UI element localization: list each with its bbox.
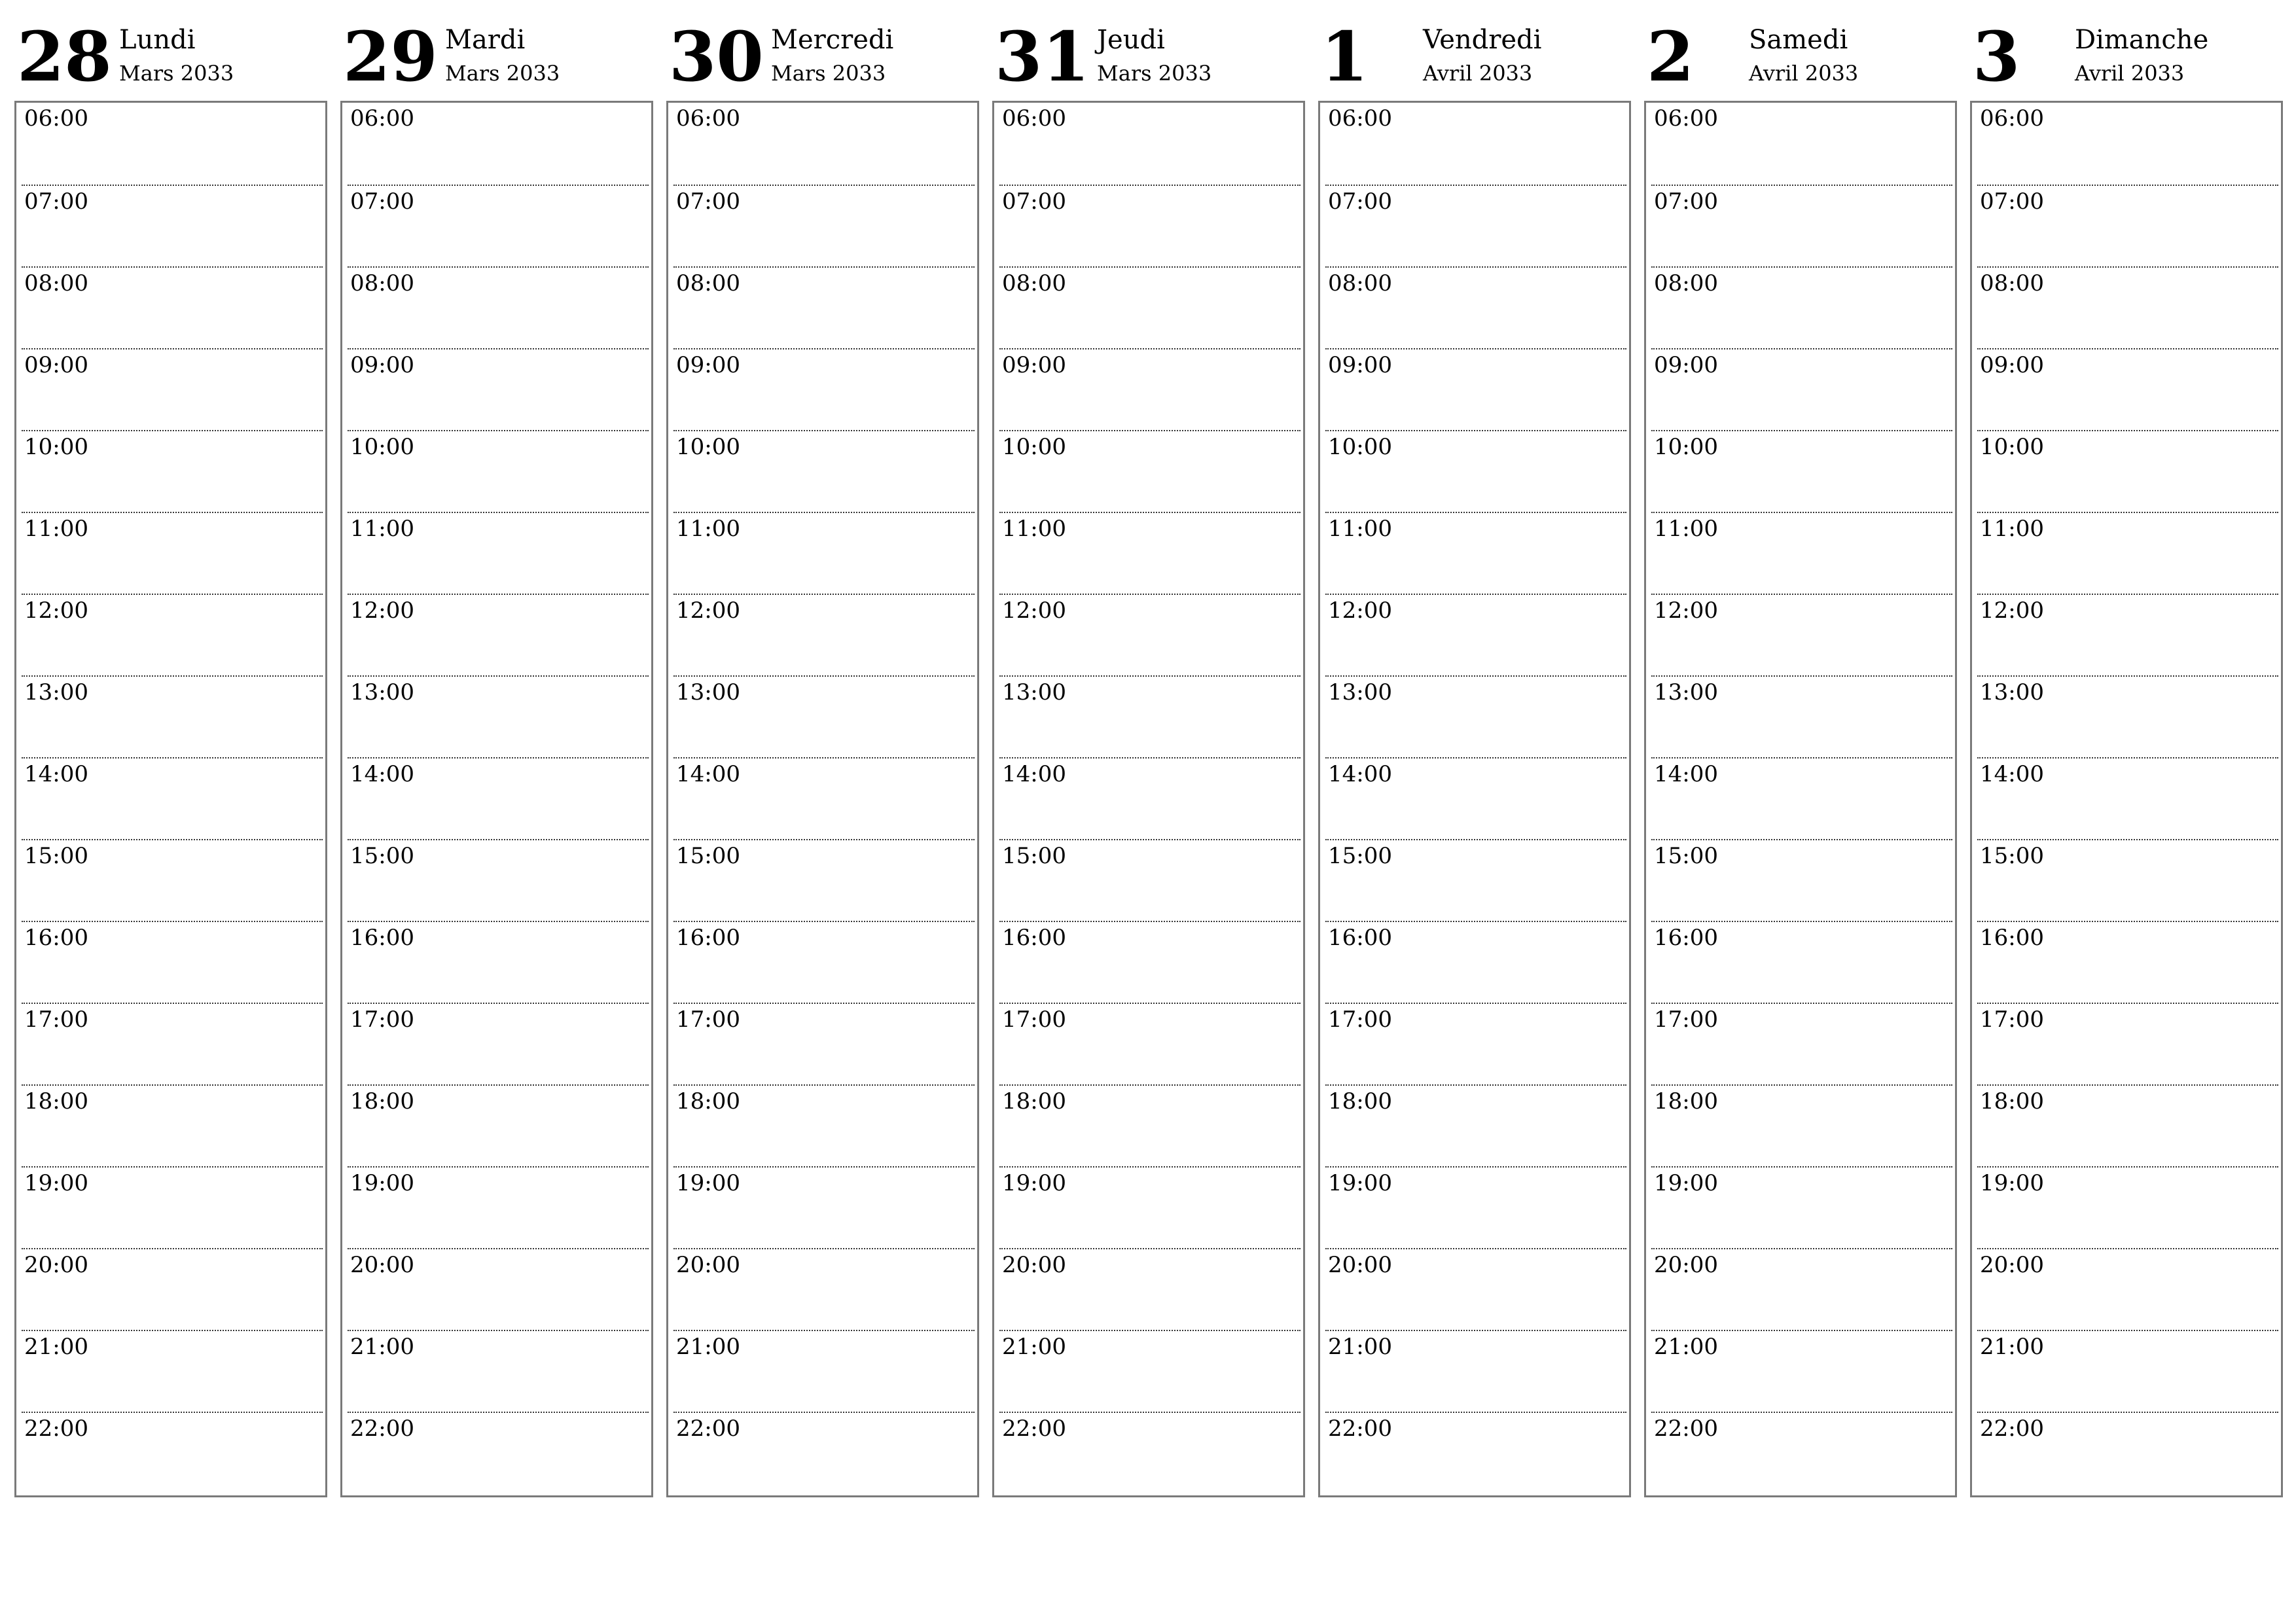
time-slot bbox=[1651, 1248, 1952, 1330]
day-column bbox=[14, 0, 327, 1499]
day-month: Avril 2033 bbox=[2075, 61, 2185, 86]
day-month: Mars 2033 bbox=[119, 61, 234, 86]
time-slot bbox=[1977, 1330, 2278, 1412]
day-month: Avril 2033 bbox=[1423, 61, 1533, 86]
time-slot-label: 18:00 bbox=[676, 1088, 740, 1115]
time-slot-label: 21:00 bbox=[24, 1334, 88, 1360]
time-slot bbox=[1977, 512, 2278, 594]
day-name: Mercredi bbox=[771, 25, 894, 55]
day-column bbox=[1970, 0, 2283, 1499]
time-slot bbox=[1977, 103, 2278, 185]
time-slot bbox=[673, 1003, 975, 1084]
time-slot-label: 14:00 bbox=[350, 761, 414, 787]
time-slot-label: 11:00 bbox=[1654, 516, 1718, 542]
time-slot-label: 07:00 bbox=[350, 188, 414, 215]
time-slot bbox=[348, 266, 649, 348]
time-slot-label: 21:00 bbox=[1002, 1334, 1066, 1360]
time-slot-label: 09:00 bbox=[350, 352, 414, 378]
time-slot-label: 12:00 bbox=[350, 597, 414, 624]
time-slot bbox=[348, 675, 649, 757]
time-slot-label: 19:00 bbox=[1980, 1170, 2044, 1196]
time-slot bbox=[348, 430, 649, 512]
time-slot-label: 19:00 bbox=[1002, 1170, 1066, 1196]
time-slot-label: 08:00 bbox=[1980, 270, 2044, 296]
time-slot bbox=[1651, 675, 1952, 757]
time-slot bbox=[1325, 430, 1626, 512]
day-name: Mardi bbox=[445, 25, 526, 55]
time-slot-label: 14:00 bbox=[1654, 761, 1718, 787]
time-slot-label: 20:00 bbox=[1980, 1252, 2044, 1278]
time-slot-label: 16:00 bbox=[1328, 925, 1392, 951]
time-slot bbox=[1325, 921, 1626, 1003]
time-slot bbox=[1977, 594, 2278, 675]
time-slot bbox=[348, 1003, 649, 1084]
time-slot bbox=[673, 1412, 975, 1493]
time-slot-label: 19:00 bbox=[350, 1170, 414, 1196]
time-slot-label: 07:00 bbox=[1654, 188, 1718, 215]
time-slot-label: 17:00 bbox=[24, 1007, 88, 1033]
time-slot bbox=[22, 757, 323, 839]
time-slot-label: 21:00 bbox=[1328, 1334, 1392, 1360]
time-slot-label: 11:00 bbox=[1328, 516, 1392, 542]
time-slot-label: 18:00 bbox=[24, 1088, 88, 1115]
time-slot-label: 15:00 bbox=[676, 843, 740, 869]
time-slot bbox=[673, 185, 975, 266]
time-slot bbox=[999, 348, 1300, 430]
time-slot bbox=[1651, 757, 1952, 839]
time-slot-label: 15:00 bbox=[1654, 843, 1718, 869]
time-slot bbox=[1325, 839, 1626, 921]
time-slot bbox=[348, 1412, 649, 1493]
day-number: 3 bbox=[1973, 16, 2020, 97]
time-slot-label: 12:00 bbox=[1328, 597, 1392, 624]
time-slot bbox=[1977, 430, 2278, 512]
time-slot bbox=[22, 675, 323, 757]
day-header bbox=[1318, 0, 1631, 98]
day-column bbox=[666, 0, 979, 1499]
time-slot bbox=[673, 103, 975, 185]
time-slot-label: 09:00 bbox=[676, 352, 740, 378]
time-slot bbox=[1651, 1412, 1952, 1493]
time-slot bbox=[348, 757, 649, 839]
time-slot bbox=[1325, 103, 1626, 185]
time-slot-label: 13:00 bbox=[1980, 679, 2044, 705]
time-slot-label: 10:00 bbox=[350, 434, 414, 460]
time-slot bbox=[22, 1330, 323, 1412]
time-slot-label: 07:00 bbox=[1328, 188, 1392, 215]
time-slot bbox=[999, 512, 1300, 594]
time-slot bbox=[22, 512, 323, 594]
time-slot-label: 08:00 bbox=[1002, 270, 1066, 296]
time-slot-label: 10:00 bbox=[1328, 434, 1392, 460]
day-schedule-box bbox=[1318, 101, 1631, 1497]
time-slot bbox=[22, 1003, 323, 1084]
time-slot bbox=[1651, 921, 1952, 1003]
time-slot bbox=[999, 185, 1300, 266]
time-slot bbox=[348, 839, 649, 921]
time-slot-label: 19:00 bbox=[1654, 1170, 1718, 1196]
day-header bbox=[1970, 0, 2283, 98]
day-header bbox=[992, 0, 1305, 98]
time-slot bbox=[673, 348, 975, 430]
time-slot-label: 06:00 bbox=[1654, 105, 1718, 132]
time-slot bbox=[1977, 1248, 2278, 1330]
day-month: Mars 2033 bbox=[771, 61, 886, 86]
time-slot bbox=[1977, 1084, 2278, 1166]
time-slot bbox=[1325, 675, 1626, 757]
time-slot bbox=[1977, 757, 2278, 839]
day-number: 1 bbox=[1321, 16, 1369, 97]
time-slot bbox=[673, 512, 975, 594]
time-slot bbox=[1651, 103, 1952, 185]
time-slot bbox=[1977, 921, 2278, 1003]
time-slot bbox=[22, 1084, 323, 1166]
time-slot bbox=[673, 266, 975, 348]
time-slot bbox=[999, 1248, 1300, 1330]
time-slot-label: 08:00 bbox=[24, 270, 88, 296]
time-slot-label: 20:00 bbox=[1002, 1252, 1066, 1278]
day-column bbox=[1318, 0, 1631, 1499]
time-slot bbox=[1325, 1412, 1626, 1493]
time-slot bbox=[348, 1248, 649, 1330]
time-slot-label: 06:00 bbox=[1980, 105, 2044, 132]
time-slot-label: 14:00 bbox=[1328, 761, 1392, 787]
time-slot bbox=[1325, 185, 1626, 266]
day-number: 30 bbox=[669, 16, 764, 97]
time-slot-label: 16:00 bbox=[1002, 925, 1066, 951]
time-slot-label: 09:00 bbox=[1980, 352, 2044, 378]
time-slot bbox=[1977, 185, 2278, 266]
time-slot-label: 20:00 bbox=[350, 1252, 414, 1278]
time-slot-label: 09:00 bbox=[1002, 352, 1066, 378]
day-schedule-box bbox=[666, 101, 979, 1497]
time-slot bbox=[673, 1166, 975, 1248]
time-slot bbox=[999, 1084, 1300, 1166]
time-slot-label: 19:00 bbox=[1328, 1170, 1392, 1196]
time-slot bbox=[1651, 348, 1952, 430]
time-slot-label: 14:00 bbox=[676, 761, 740, 787]
time-slot-label: 21:00 bbox=[1654, 1334, 1718, 1360]
time-slot-label: 22:00 bbox=[1980, 1416, 2044, 1442]
time-slot-label: 10:00 bbox=[24, 434, 88, 460]
day-column bbox=[1644, 0, 1957, 1499]
time-slot-label: 22:00 bbox=[24, 1416, 88, 1442]
time-slot bbox=[1651, 594, 1952, 675]
day-name: Jeudi bbox=[1097, 25, 1165, 55]
time-slot-label: 15:00 bbox=[350, 843, 414, 869]
day-header bbox=[340, 0, 653, 98]
time-slot-label: 11:00 bbox=[350, 516, 414, 542]
time-slot bbox=[1977, 675, 2278, 757]
time-slot-label: 16:00 bbox=[350, 925, 414, 951]
day-name: Dimanche bbox=[2075, 25, 2209, 55]
time-slot-label: 20:00 bbox=[676, 1252, 740, 1278]
time-slot bbox=[348, 594, 649, 675]
time-slot-label: 11:00 bbox=[24, 516, 88, 542]
time-slot-label: 13:00 bbox=[676, 679, 740, 705]
time-slot-label: 20:00 bbox=[1328, 1252, 1392, 1278]
time-slot-label: 21:00 bbox=[1980, 1334, 2044, 1360]
time-slot bbox=[1977, 1166, 2278, 1248]
time-slot-label: 13:00 bbox=[1654, 679, 1718, 705]
time-slot bbox=[348, 921, 649, 1003]
time-slot-label: 07:00 bbox=[1002, 188, 1066, 215]
time-slot-label: 12:00 bbox=[1980, 597, 2044, 624]
time-slot-label: 16:00 bbox=[676, 925, 740, 951]
time-slot-label: 13:00 bbox=[1328, 679, 1392, 705]
time-slot-label: 17:00 bbox=[350, 1007, 414, 1033]
time-slot bbox=[999, 1166, 1300, 1248]
time-slot-label: 09:00 bbox=[24, 352, 88, 378]
day-header bbox=[666, 0, 979, 98]
time-slot-label: 11:00 bbox=[1980, 516, 2044, 542]
time-slot-label: 13:00 bbox=[350, 679, 414, 705]
day-name: Samedi bbox=[1749, 25, 1848, 55]
time-slot-label: 14:00 bbox=[1980, 761, 2044, 787]
time-slot bbox=[999, 1412, 1300, 1493]
time-slot bbox=[22, 594, 323, 675]
time-slot bbox=[348, 512, 649, 594]
time-slot bbox=[1651, 1166, 1952, 1248]
time-slot-label: 22:00 bbox=[1328, 1416, 1392, 1442]
time-slot bbox=[673, 1084, 975, 1166]
time-slot-label: 18:00 bbox=[1328, 1088, 1392, 1115]
time-slot bbox=[22, 921, 323, 1003]
time-slot bbox=[348, 103, 649, 185]
time-slot bbox=[1325, 1003, 1626, 1084]
time-slot-label: 08:00 bbox=[1328, 270, 1392, 296]
time-slot bbox=[1977, 1412, 2278, 1493]
time-slot-label: 12:00 bbox=[1654, 597, 1718, 624]
time-slot bbox=[22, 1412, 323, 1493]
time-slot bbox=[1651, 1003, 1952, 1084]
time-slot bbox=[673, 1248, 975, 1330]
time-slot bbox=[348, 1166, 649, 1248]
time-slot-label: 21:00 bbox=[350, 1334, 414, 1360]
time-slot-label: 12:00 bbox=[676, 597, 740, 624]
time-slot-label: 15:00 bbox=[1002, 843, 1066, 869]
time-slot-label: 20:00 bbox=[1654, 1252, 1718, 1278]
time-slot bbox=[22, 430, 323, 512]
time-slot-label: 14:00 bbox=[1002, 761, 1066, 787]
time-slot bbox=[673, 921, 975, 1003]
day-month: Avril 2033 bbox=[1749, 61, 1859, 86]
day-column bbox=[992, 0, 1305, 1499]
time-slot bbox=[1651, 185, 1952, 266]
time-slot-label: 12:00 bbox=[1002, 597, 1066, 624]
weekly-planner bbox=[14, 0, 2291, 1505]
time-slot-label: 11:00 bbox=[676, 516, 740, 542]
time-slot bbox=[999, 103, 1300, 185]
day-month: Mars 2033 bbox=[1097, 61, 1212, 86]
day-name: Lundi bbox=[119, 25, 196, 55]
time-slot-label: 22:00 bbox=[676, 1416, 740, 1442]
time-slot bbox=[1325, 266, 1626, 348]
time-slot-label: 08:00 bbox=[1654, 270, 1718, 296]
time-slot bbox=[1325, 348, 1626, 430]
time-slot bbox=[1977, 839, 2278, 921]
time-slot-label: 19:00 bbox=[676, 1170, 740, 1196]
time-slot bbox=[1651, 512, 1952, 594]
time-slot-label: 08:00 bbox=[350, 270, 414, 296]
time-slot-label: 07:00 bbox=[676, 188, 740, 215]
day-schedule-box bbox=[1644, 101, 1957, 1497]
time-slot-label: 16:00 bbox=[1654, 925, 1718, 951]
time-slot bbox=[1651, 1084, 1952, 1166]
time-slot bbox=[1325, 757, 1626, 839]
time-slot bbox=[673, 594, 975, 675]
time-slot bbox=[348, 185, 649, 266]
time-slot-label: 22:00 bbox=[1654, 1416, 1718, 1442]
time-slot bbox=[673, 1330, 975, 1412]
time-slot-label: 21:00 bbox=[676, 1334, 740, 1360]
time-slot-label: 15:00 bbox=[24, 843, 88, 869]
time-slot-label: 20:00 bbox=[24, 1252, 88, 1278]
time-slot bbox=[673, 675, 975, 757]
day-column bbox=[340, 0, 653, 1499]
time-slot bbox=[22, 1166, 323, 1248]
day-number: 28 bbox=[17, 16, 112, 97]
time-slot bbox=[22, 185, 323, 266]
day-header bbox=[14, 0, 327, 98]
time-slot bbox=[673, 757, 975, 839]
time-slot bbox=[1651, 1330, 1952, 1412]
time-slot bbox=[1977, 266, 2278, 348]
time-slot-label: 16:00 bbox=[1980, 925, 2044, 951]
time-slot bbox=[999, 757, 1300, 839]
day-schedule-box bbox=[340, 101, 653, 1497]
time-slot-label: 18:00 bbox=[1002, 1088, 1066, 1115]
time-slot-label: 18:00 bbox=[350, 1088, 414, 1115]
time-slot-label: 15:00 bbox=[1980, 843, 2044, 869]
time-slot bbox=[1325, 1330, 1626, 1412]
time-slot bbox=[1325, 1084, 1626, 1166]
time-slot-label: 19:00 bbox=[24, 1170, 88, 1196]
time-slot-label: 16:00 bbox=[24, 925, 88, 951]
time-slot-label: 18:00 bbox=[1654, 1088, 1718, 1115]
time-slot-label: 06:00 bbox=[1002, 105, 1066, 132]
time-slot bbox=[1977, 1003, 2278, 1084]
time-slot-label: 10:00 bbox=[1980, 434, 2044, 460]
time-slot bbox=[22, 839, 323, 921]
time-slot bbox=[348, 348, 649, 430]
day-schedule-box bbox=[1970, 101, 2283, 1497]
time-slot bbox=[999, 430, 1300, 512]
time-slot-label: 08:00 bbox=[676, 270, 740, 296]
time-slot bbox=[673, 430, 975, 512]
day-name: Vendredi bbox=[1423, 25, 1542, 55]
day-schedule-box bbox=[14, 101, 327, 1497]
time-slot bbox=[22, 103, 323, 185]
time-slot-label: 18:00 bbox=[1980, 1088, 2044, 1115]
time-slot-label: 07:00 bbox=[24, 188, 88, 215]
time-slot bbox=[348, 1084, 649, 1166]
time-slot-label: 10:00 bbox=[676, 434, 740, 460]
time-slot-label: 17:00 bbox=[676, 1007, 740, 1033]
time-slot-label: 10:00 bbox=[1002, 434, 1066, 460]
time-slot-label: 06:00 bbox=[24, 105, 88, 132]
time-slot-label: 07:00 bbox=[1980, 188, 2044, 215]
time-slot-label: 17:00 bbox=[1328, 1007, 1392, 1033]
time-slot-label: 06:00 bbox=[350, 105, 414, 132]
time-slot bbox=[999, 594, 1300, 675]
time-slot bbox=[1325, 594, 1626, 675]
time-slot-label: 13:00 bbox=[24, 679, 88, 705]
time-slot-label: 13:00 bbox=[1002, 679, 1066, 705]
time-slot bbox=[22, 348, 323, 430]
time-slot-label: 14:00 bbox=[24, 761, 88, 787]
time-slot-label: 17:00 bbox=[1654, 1007, 1718, 1033]
time-slot-label: 17:00 bbox=[1980, 1007, 2044, 1033]
time-slot-label: 22:00 bbox=[350, 1416, 414, 1442]
time-slot-label: 15:00 bbox=[1328, 843, 1392, 869]
time-slot-label: 12:00 bbox=[24, 597, 88, 624]
time-slot bbox=[22, 1248, 323, 1330]
time-slot-label: 06:00 bbox=[1328, 105, 1392, 132]
day-number: 31 bbox=[995, 16, 1090, 97]
time-slot bbox=[22, 266, 323, 348]
day-month: Mars 2033 bbox=[445, 61, 560, 86]
day-header bbox=[1644, 0, 1957, 98]
time-slot-label: 17:00 bbox=[1002, 1007, 1066, 1033]
time-slot bbox=[999, 266, 1300, 348]
day-number: 2 bbox=[1647, 16, 1695, 97]
time-slot bbox=[1325, 1248, 1626, 1330]
time-slot-label: 10:00 bbox=[1654, 434, 1718, 460]
day-schedule-box bbox=[992, 101, 1305, 1497]
time-slot bbox=[1977, 348, 2278, 430]
time-slot bbox=[999, 1003, 1300, 1084]
day-number: 29 bbox=[343, 16, 438, 97]
time-slot bbox=[999, 1330, 1300, 1412]
time-slot bbox=[1651, 839, 1952, 921]
time-slot bbox=[999, 675, 1300, 757]
time-slot bbox=[999, 839, 1300, 921]
time-slot bbox=[348, 1330, 649, 1412]
time-slot-label: 06:00 bbox=[676, 105, 740, 132]
time-slot bbox=[999, 921, 1300, 1003]
time-slot bbox=[1325, 1166, 1626, 1248]
time-slot-label: 09:00 bbox=[1328, 352, 1392, 378]
time-slot bbox=[1651, 266, 1952, 348]
time-slot-label: 09:00 bbox=[1654, 352, 1718, 378]
time-slot-label: 22:00 bbox=[1002, 1416, 1066, 1442]
time-slot-label: 11:00 bbox=[1002, 516, 1066, 542]
time-slot bbox=[1325, 512, 1626, 594]
time-slot bbox=[1651, 430, 1952, 512]
time-slot bbox=[673, 839, 975, 921]
